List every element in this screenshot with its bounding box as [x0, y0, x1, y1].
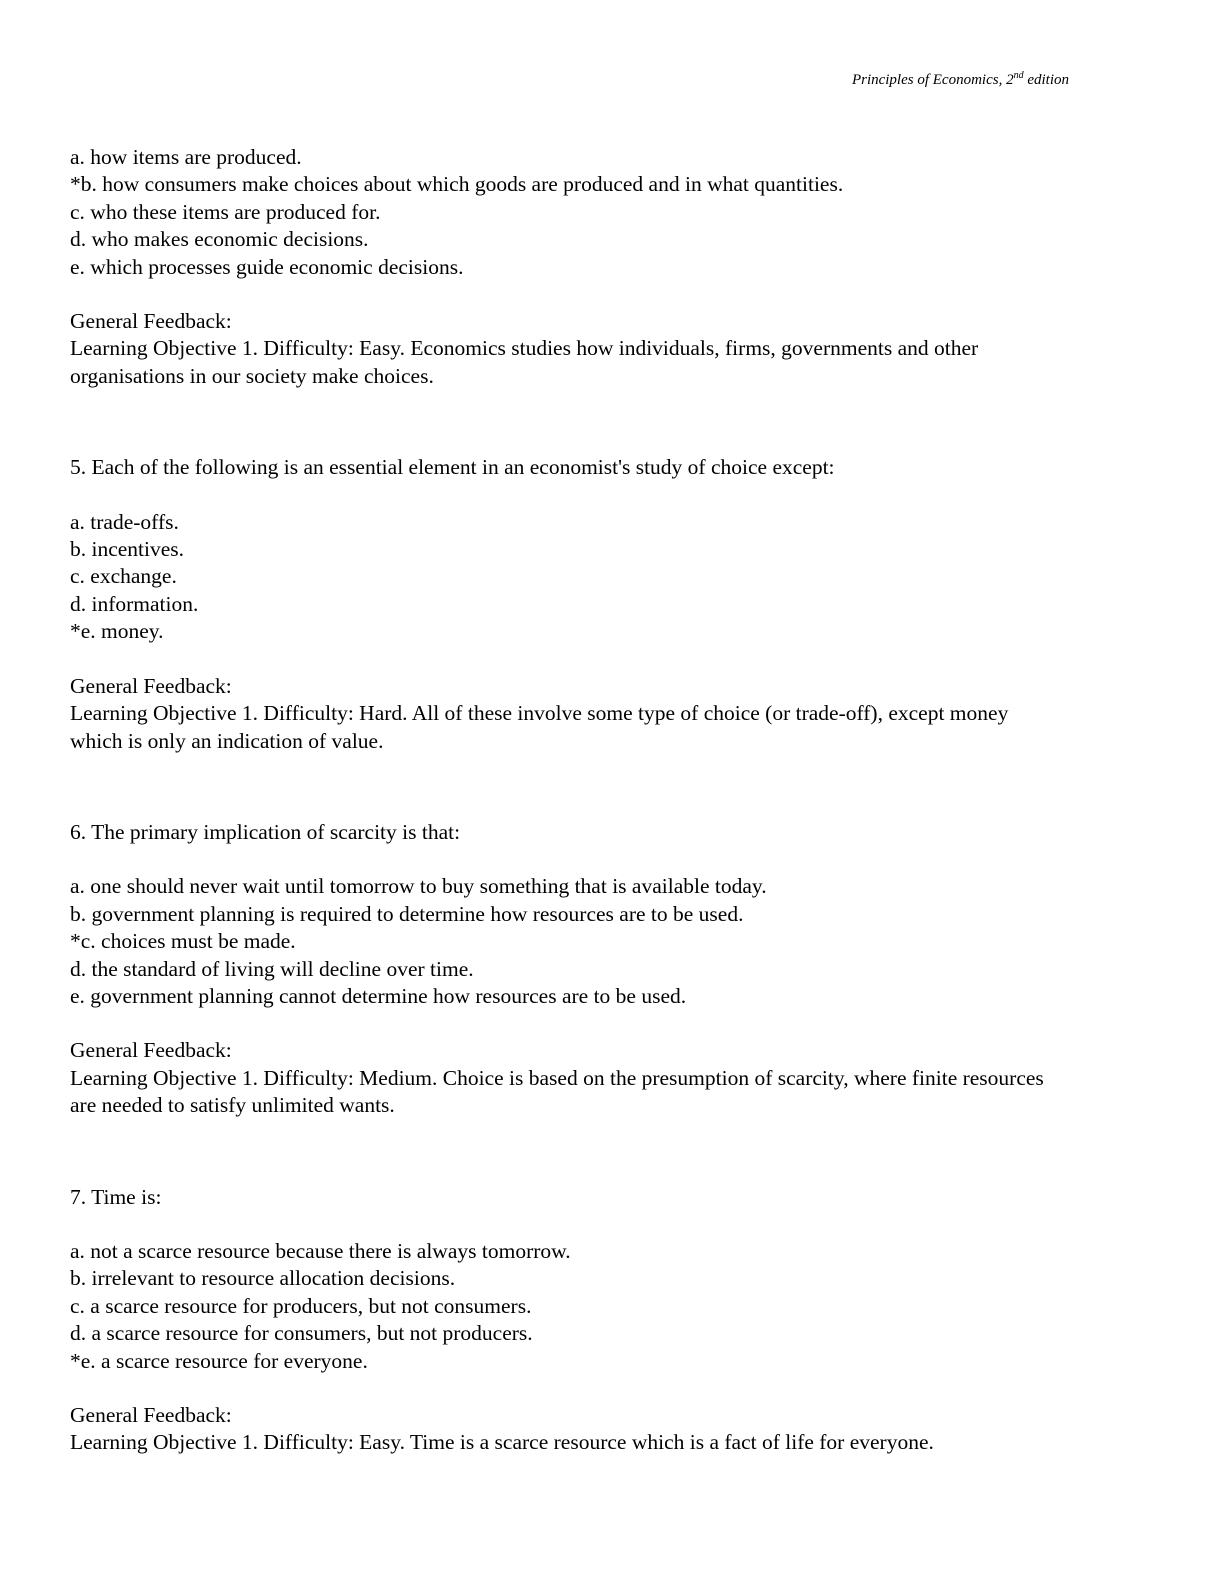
- answer-option: d. information.: [70, 591, 199, 616]
- feedback-label: General Feedback:: [70, 1403, 232, 1427]
- answer-options: [70, 509, 1060, 646]
- feedback-text: Learning Objective 1. Difficulty: Easy. Time is a scarce resource which is a fact of life for everyone.: [70, 1430, 934, 1455]
- feedback-label: General Feedback:: [70, 1038, 232, 1063]
- document-body: [70, 144, 1060, 1457]
- question-text: 7. Time is:: [70, 1184, 162, 1209]
- general-feedback: [70, 308, 1060, 390]
- answer-option: d. the standard of living will decline over time.: [70, 956, 474, 981]
- answer-option: a. how items are produced.: [70, 145, 302, 169]
- answer-option: *e. a scarce resource for everyone.: [70, 1348, 368, 1373]
- answer-option: b. irrelevant to resource allocation decisions.: [70, 1266, 456, 1291]
- answer-option: c. who these items are produced for.: [70, 199, 381, 224]
- answer-option: *c. choices must be made.: [70, 929, 296, 954]
- answer-option: c. exchange.: [70, 564, 177, 589]
- answer-option: d. who makes economic decisions.: [70, 227, 369, 252]
- answer-option: b. incentives.: [70, 537, 185, 562]
- general-feedback: [70, 1402, 1060, 1457]
- answer-option: a. trade-offs.: [70, 509, 179, 534]
- running-header: [852, 70, 1069, 90]
- answer-option: b. government planning is required to determine how resources are to be used.: [70, 901, 744, 926]
- question-4-block: [70, 144, 1060, 390]
- general-feedback: [70, 673, 1060, 755]
- question-5-block: [70, 454, 1060, 755]
- header-superscript: nd: [1013, 70, 1024, 81]
- feedback-text: Learning Objective 1. Difficulty: Hard. All of these involve some type of choice (or trade-off), except money which is only an indication of value.: [70, 701, 1009, 753]
- answer-options: [70, 1238, 1060, 1375]
- answer-option: a. one should never wait until tomorrow to buy something that is available today.: [70, 874, 767, 899]
- question-6-block: [70, 819, 1060, 1120]
- question-text: 5. Each of the following is an essential element in an economist's study of choice except:: [70, 455, 835, 480]
- answer-options: [70, 144, 1060, 281]
- answer-option: e. government planning cannot determine how resources are to be used.: [70, 983, 687, 1008]
- feedback-label: General Feedback:: [70, 309, 232, 334]
- answer-option: c. a scarce resource for producers, but not consumers.: [70, 1293, 532, 1318]
- feedback-label: General Feedback:: [70, 673, 232, 698]
- answer-options: [70, 873, 1060, 1010]
- feedback-text: Learning Objective 1. Difficulty: Medium. Choice is based on the presumption of scarcity, where finite resources are needed to satisfy unlimited wants.: [70, 1065, 1044, 1118]
- answer-option: e. which processes guide economic decisions.: [70, 254, 464, 279]
- answer-option: *b. how consumers make choices about which goods are produced and in what quantities.: [70, 172, 844, 197]
- header-suffix: edition: [1023, 72, 1069, 88]
- answer-option: *e. money.: [70, 619, 164, 644]
- feedback-text: Learning Objective 1. Difficulty: Easy. Economics studies how individuals, firms, governments and other organisations in our society make choices.: [70, 336, 979, 388]
- question-7-block: [70, 1184, 1060, 1457]
- header-title: Principles of Economics, 2: [851, 72, 1014, 88]
- question-text: 6. The primary implication of scarcity is that:: [70, 819, 461, 844]
- answer-option: d. a scarce resource for consumers, but not producers.: [70, 1321, 533, 1346]
- general-feedback: [70, 1037, 1060, 1119]
- answer-option: a. not a scarce resource because there is always tomorrow.: [70, 1238, 571, 1263]
